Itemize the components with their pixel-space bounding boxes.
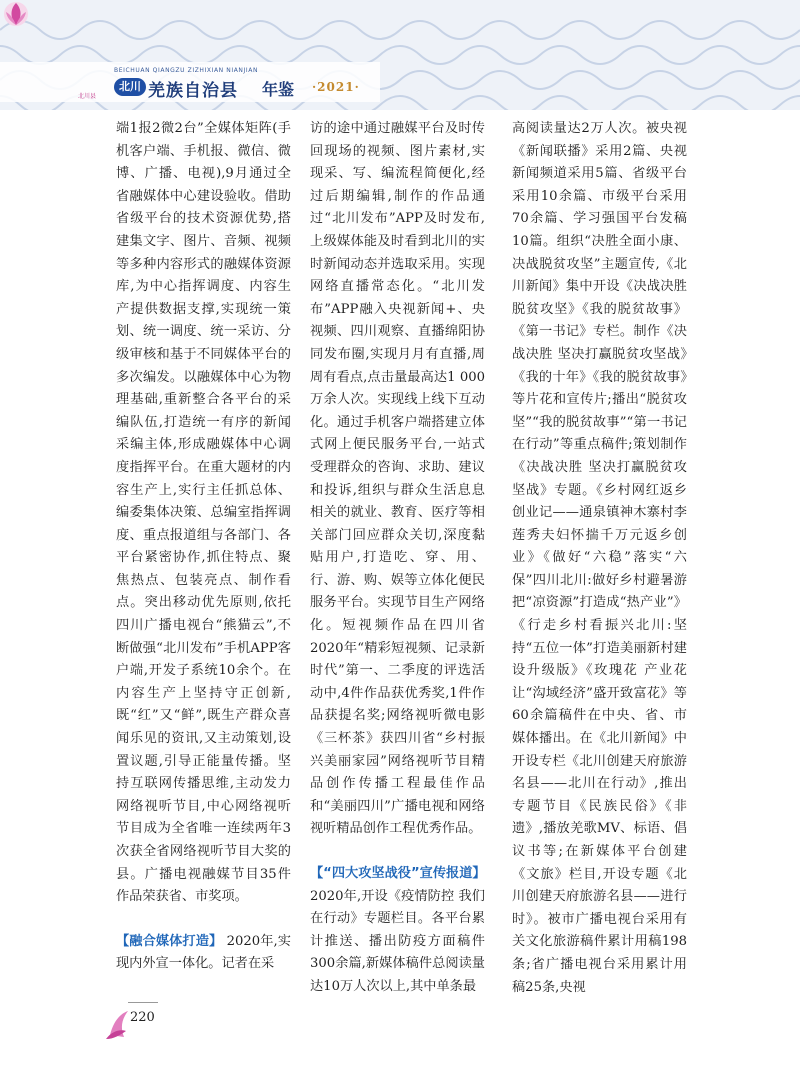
paragraph: 高阅读量达2万人次。被央视《新闻联播》采用2篇、央视新闻频道采用5篇、省级平台采用10余篇、市级平台采用70余篇、学习强国平台发稿10篇。组织“决胜全面小康、决战脱贫攻坚”主题宣传,《北川新闻》集中开设《决战决胜脱贫攻坚》《我的脱贫故事》《第一书记》专栏。制作《决战决胜 坚决打赢脱贫攻坚战》《我的十年》《我的脱贫故事》等片花和宣传片;播出“脱贫攻坚”“我的脱贫故事”“第一书记在行动”等重点稿件;策划制作《决战决胜 坚决打赢脱贫攻坚战》专题。《乡村网红返乡创业记——通泉镇神木寨村李莲秀夫妇怀揣千万元返乡创业》《做好“六稳”落实“六保”四川北川:做好乡村避暑游 把“凉资源”打造成“热产业”》《行走乡村看振兴北川:坚持“五位一体”打造美丽新村建设升级版》《玫瑰花 产业花 让“沟域经济”盛开致富花》等60余篇稿件在中央、省、市媒体播出。在《北川新闻》中开设专栏《北川创建天府旅游名县——北川在行动》,推出专题节目《民族民俗》《非遗》,播放羌歌MV、标语、倡议书等;在新媒体平台创建《文旅》栏目,开设专题《北川创建天府旅游名县——进行时》。被市广播电视台采用有关文化旅游稿件累计用稿198条;省广播电视台采用累计用稿25条,央视 xyxy=(512,121,687,995)
yearbook-label: 年鉴 xyxy=(262,80,295,99)
county-pinyin: BEICHUAN QIANGZU ZIZHIXIAN NIANJIAN xyxy=(114,67,259,74)
footer-ornament-icon xyxy=(100,1005,240,1045)
paragraph: 2020年,开设《疫情防控 我们在行动》专题栏目。各平台累计推送、播出防疫方面稿件300余篇,新媒体稿件总阅读量达10万人次以上,其中单条最 xyxy=(310,888,485,994)
county-badge: 北川 xyxy=(114,78,146,96)
paragraph: 端1报2微2台”全媒体矩阵(手机客户端、手机报、微信、微博、广播、电视),9月通过全省融媒体中心建设验收。借助省级平台的技术资源优势,搭建集文字、图片、音频、视频等多种内容形式的融媒体资源库,为中心指挥调度、内容生产提供数据支撑,实现统一策划、统一调度、统一采访、分级审核和基于不同媒体平台的多次编发。以融媒体中心为物理基础,重新整合各平台的采编队伍,打造统一有序的新闻采编主体,形成融媒体中心调度指挥平台。在重大题材的内容生产上,实行主任抓总体、编委集体决策、总编室指挥调度、重点报道组与各部门、各平台紧密协作,抓住特点、聚焦热点、包装亮点、制作看点。突出移动优先原则,依托四川广播电视台“熊猫云”,不断做强“北川发布”手机APP客户端,开发子系统10余个。在内容生产上坚持守正创新,既“红”又“鲜”,既生产群众喜闻乐见的资讯,又主动策划,设置议题,引导正能量传播。坚持互联网传播思维,主动发力网络视听节目,中心网络视听节目成为全省唯一连续两年3次获全省网络视听节目大奖的县。广播电视融媒节目35件作品荣获省、市奖项。 xyxy=(116,121,291,905)
page-number: 220 xyxy=(130,1010,155,1025)
yearbook-year: ·2021· xyxy=(312,80,360,94)
text-column-3 xyxy=(512,118,687,999)
footer-rule xyxy=(128,1002,158,1003)
section-heading: 【融合媒体打造】 xyxy=(116,933,223,949)
county-logo-icon xyxy=(0,0,32,32)
county-name: 羌族自治县 xyxy=(148,81,238,101)
section-heading-line xyxy=(310,863,485,886)
text-column-2 xyxy=(310,118,485,999)
paragraph xyxy=(116,931,291,976)
page-header xyxy=(0,0,800,110)
paragraph-text: 2020年,实现内外宣一体化。记者在采 xyxy=(116,933,291,972)
text-column-1 xyxy=(116,118,291,976)
section-heading: 【“四大攻坚战役”宣传报道】 xyxy=(310,866,486,881)
logo-caption: 北川县 xyxy=(78,93,97,100)
paragraph: 访的途中通过融媒平台及时传回现场的视频、图片素材,实现采、写、编流程简便化,经过后期编辑,制作的作品通过“北川发布”APP及时发布,上级媒体能及时看到北川的实时新闻动态并选取采用。实现网络直播常态化。“北川发布”APP融入央视新闻+、央视频、四川观察、直播绵阳协同发布圈,实现月月有直播,周周有看点,点击量最高达1 000万余人次。实现线上线下互动化。通过手机客户端搭建立体式网上便民服务平台,一站式受理群众的咨询、求助、建议和投诉,组织与群众生活息息相关的就业、教育、医疗等相关部门回应群众关切,深度黏贴用户,打造吃、穿、用、行、游、购、娱等立体化便民服务平台。实现节目生产网络化。短视频作品在四川省2020年“精彩短视频、记录新时代”第一、二季度的评选活动中,4件作品获优秀奖,1件作品获提名奖;网络视听微电影《三杯茶》获四川省“乡村振兴美丽家园”网络视听节目精品创作传播工程最佳作品和“美丽四川”广播电视和网络视听精品创作工程优秀作品。 xyxy=(310,121,485,837)
